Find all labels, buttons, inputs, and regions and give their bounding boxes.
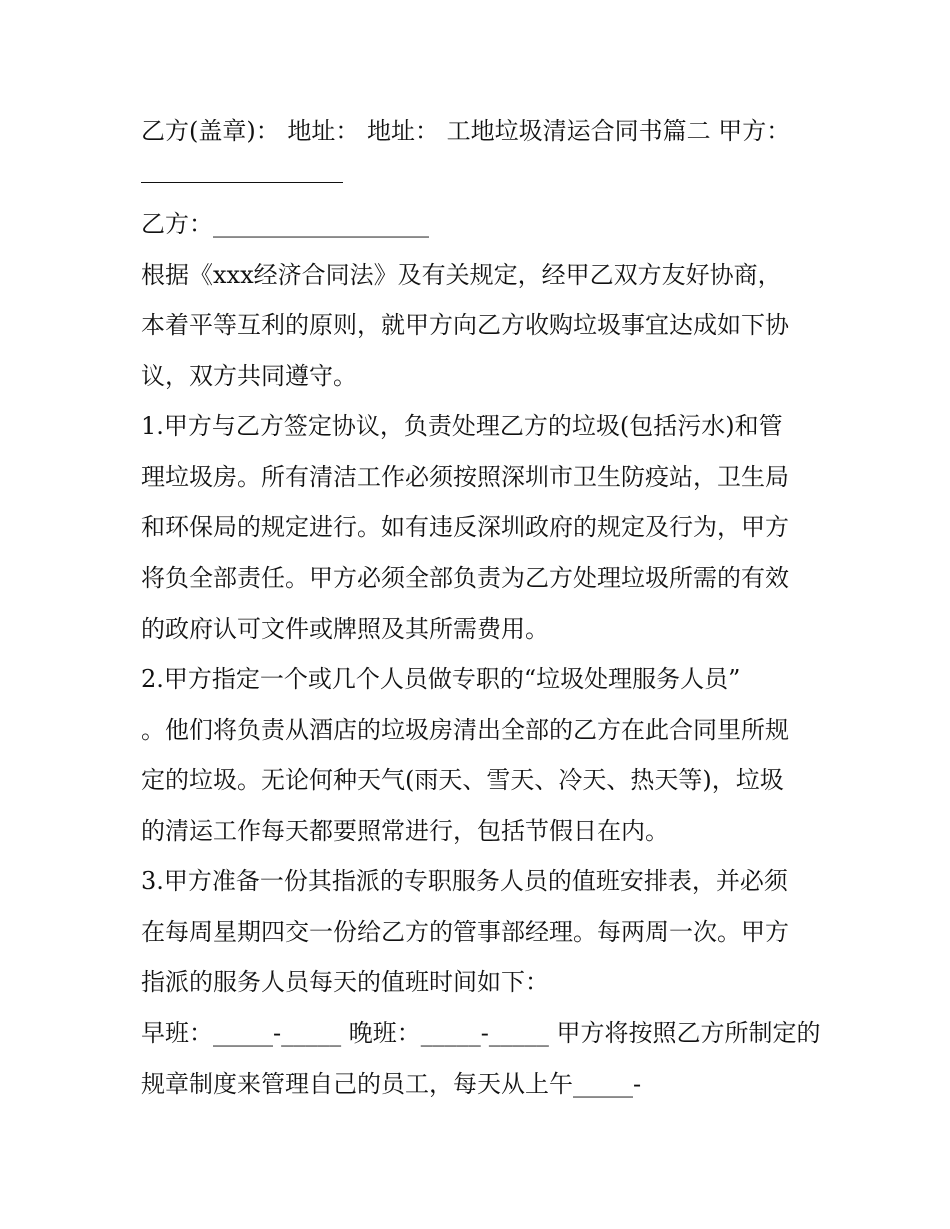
party-b-address-line: 乙方(盖章)： 地址： 地址： 工地垃圾清运合同书篇二 甲方：	[141, 117, 791, 145]
paragraph-line: 根据《xxx经济合同法》及有关规定，经甲乙双方友好协商，	[141, 261, 782, 289]
clause-1-line: 将负全部责任。甲方必须全部负责为乙方处理垃圾所需的有效	[141, 564, 789, 592]
clause-3-line: 3.甲方准备一份其指派的专职服务人员的值班安排表，并必须	[141, 867, 788, 895]
paragraph-line: 议，双方共同遵守。	[141, 362, 357, 390]
clause-3-line: 在每周星期四交一份给乙方的管事部经理。每两周一次。甲方	[141, 918, 789, 946]
clause-2-line: 2.甲方指定一个或几个人员做专职的“垃圾处理服务人员”	[141, 665, 741, 693]
clause-1-line: 和环保局的规定进行。如有违反深圳政府的规定及行为，甲方	[141, 513, 789, 541]
clause-2-line: 的清运工作每天都要照常进行，包括节假日在内。	[141, 817, 669, 845]
clause-2-line: 定的垃圾。无论何种天气(雨天、雪天、冷天、热天等)，垃圾	[141, 766, 784, 794]
party-b-line: 乙方：__________________	[141, 210, 429, 238]
clause-1-line: 的政府认可文件或牌照及其所需费用。	[141, 615, 549, 643]
clause-3-line: 指派的服务人员每天的值班时间如下：	[141, 968, 549, 996]
paragraph-line: 本着平等互利的原则，就甲方向乙方收购垃圾事宜达成如下协	[141, 311, 789, 339]
clause-1-line: 1.甲方与乙方签定协议，负责处理乙方的垃圾(包括污水)和管	[141, 412, 783, 440]
rules-line: 规章制度来管理自己的员工，每天从上午_____-	[141, 1070, 642, 1098]
clause-1-line: 理垃圾房。所有清洁工作必须按照深圳市卫生防疫站，卫生局	[141, 463, 789, 491]
shift-schedule-line: 早班：_____-_____ 晚班：_____-_____ 甲方将按照乙方所制定的	[141, 1019, 821, 1047]
clause-2-line: 。他们将负责从酒店的垃圾房清出全部的乙方在此合同里所规	[141, 716, 789, 744]
blank-underline	[141, 182, 343, 183]
